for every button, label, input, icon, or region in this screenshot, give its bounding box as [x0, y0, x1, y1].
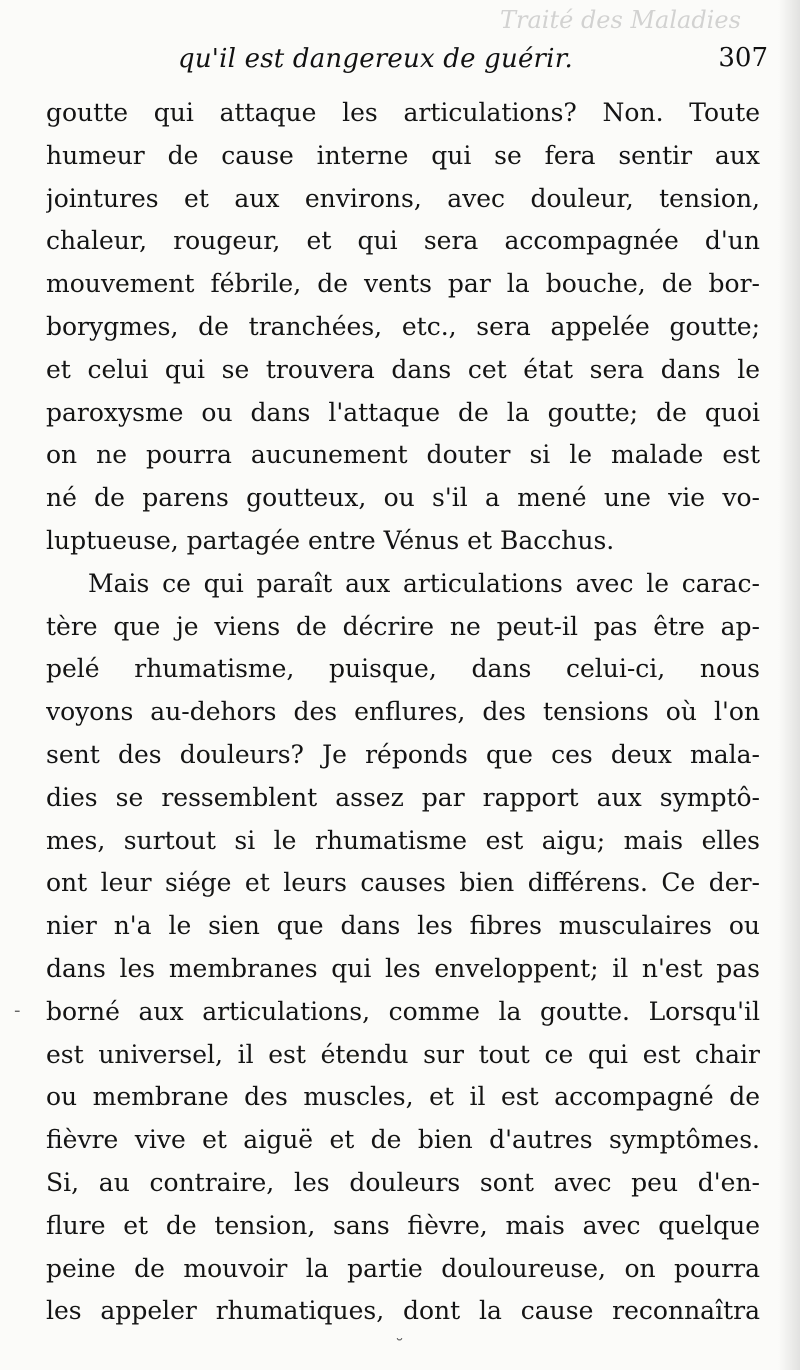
text-line: ou membrane des muscles, et il est accompagné de [46, 1082, 760, 1112]
text-line: les appeler rhumatiques, dont la cause reconnaîtra [46, 1296, 760, 1326]
text-line: né de parens goutteux, ou s'il a mené une vie vo- [46, 483, 760, 513]
page-header [0, 40, 800, 84]
text-line: tère que je viens de décrire ne peut-il pas être ap- [46, 611, 760, 641]
bleed-through-title: Traité des Maladies [500, 6, 741, 34]
text-line: sent des douleurs? Je réponds que ces deux mala- [46, 739, 760, 769]
body-text [46, 92, 760, 1333]
text-line: paroxysme ou dans l'attaque de la goutte; de quoi [46, 397, 760, 427]
text-line: fièvre vive et aiguë et de bien d'autres symptômes. [46, 1125, 760, 1155]
text-line: flure et de tension, sans fièvre, mais avec quelque [46, 1210, 760, 1240]
text-line: et celui qui se trouvera dans cet état sera dans le [46, 354, 760, 384]
text-line: jointures et aux environs, avec douleur, tension, [46, 183, 760, 213]
text-line: mes, surtout si le rhumatisme est aigu; mais elles [46, 825, 760, 855]
ink-speck: ˘ [395, 1336, 404, 1357]
text-line: dans les membranes qui les enveloppent; il n'est pas [46, 953, 760, 983]
text-line: dies se ressemblent assez par rapport aux symptô- [46, 782, 760, 812]
text-line: nier n'a le sien que dans les fibres musculaires ou [46, 911, 760, 941]
text-line: on ne pourra aucunement douter si le malade est [46, 440, 760, 470]
text-line: luptueuse, partagée entre Vénus et Bacchus. [46, 525, 615, 555]
paragraph-2 [46, 563, 760, 1333]
text-line: chaleur, rougeur, et qui sera accompagnée d'un [46, 226, 760, 256]
text-line: mouvement fébrile, de vents par la bouche, de bor- [46, 269, 760, 299]
ink-speck: - [14, 1000, 21, 1021]
text-line: humeur de cause interne qui se fera sentir aux [46, 140, 760, 170]
text-line: Si, au contraire, les douleurs sont avec peu d'en- [46, 1167, 760, 1197]
text-line: voyons au-dehors des enflures, des tensions où l'on [46, 697, 760, 727]
text-line: Mais ce qui paraît aux articulations avec le carac- [88, 568, 760, 598]
running-head: qu'il est dangereux de guérir. [178, 44, 573, 74]
text-line: est universel, il est étendu sur tout ce qui est chair [46, 1039, 760, 1069]
text-line: pelé rhumatisme, puisque, dans celui-ci, nous [46, 654, 760, 684]
paragraph-1 [46, 92, 760, 563]
text-line: borygmes, de tranchées, etc., sera appelée goutte; [46, 311, 760, 341]
text-line: peine de mouvoir la partie douloureuse, on pourra [46, 1253, 760, 1283]
text-line: ont leur siége et leurs causes bien différens. Ce der- [46, 868, 760, 898]
text-line: borné aux articulations, comme la goutte. Lorsqu'il [46, 996, 760, 1026]
text-line: goutte qui attaque les articulations? Non. Toute [46, 98, 760, 127]
page-number: 307 [718, 43, 768, 73]
